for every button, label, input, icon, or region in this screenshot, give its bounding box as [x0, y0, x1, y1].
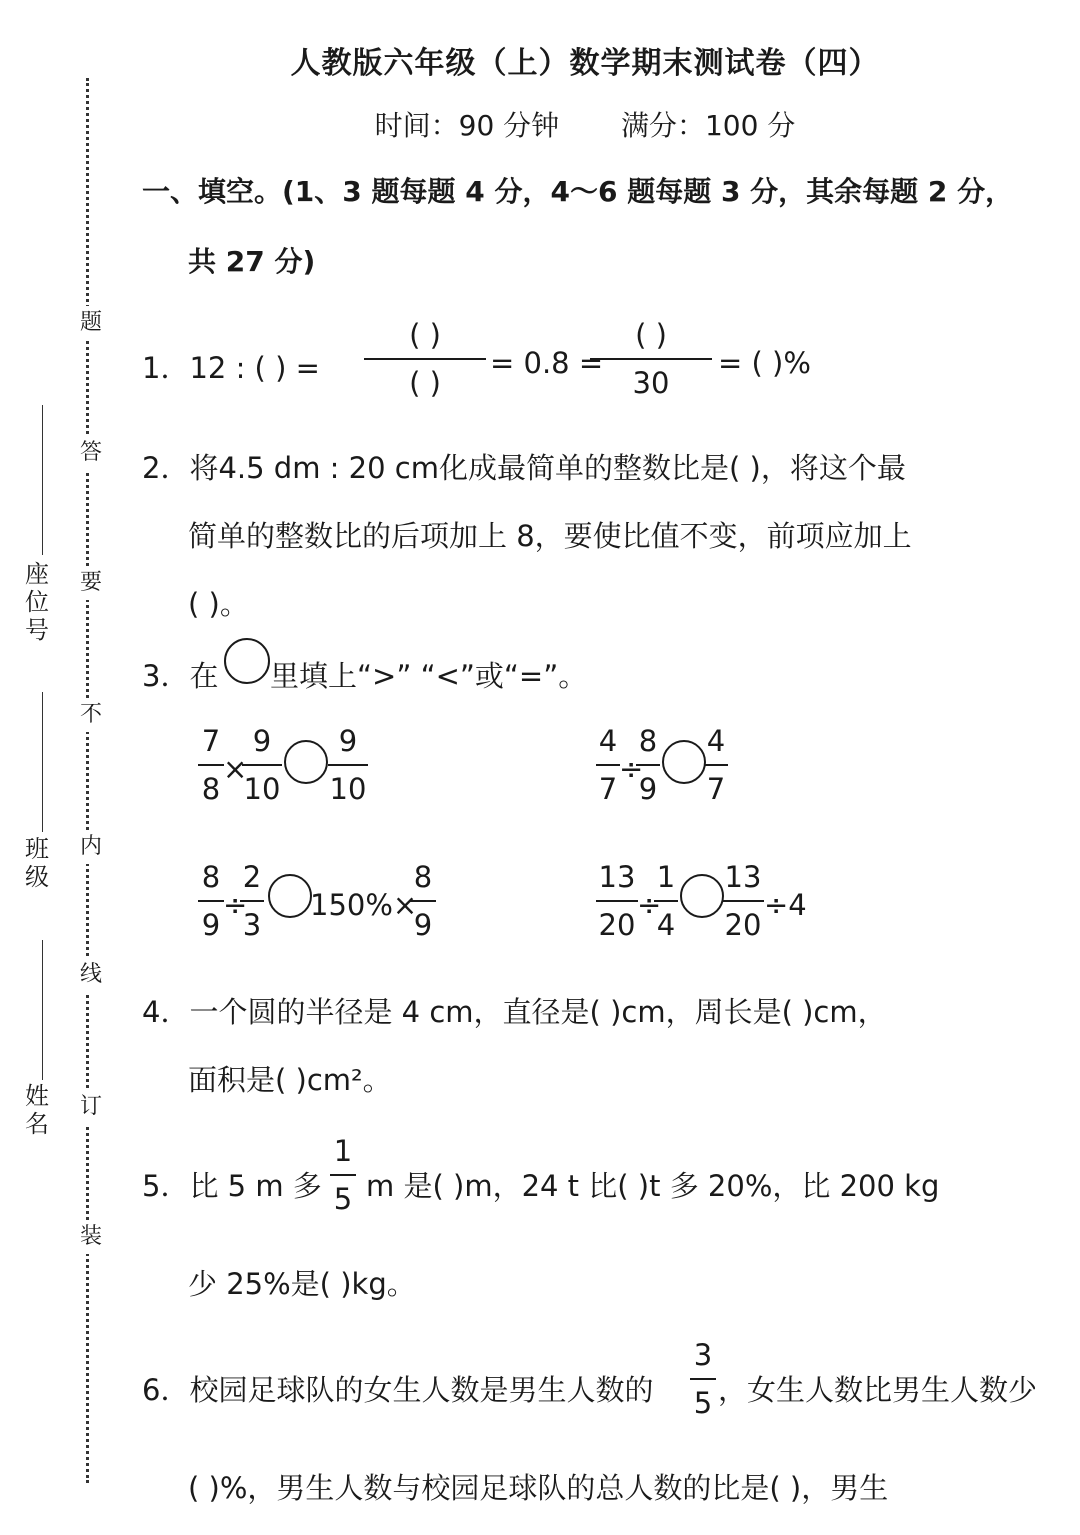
q3b-answer-circle[interactable] — [662, 740, 706, 784]
q3c-op: ÷ — [223, 888, 248, 922]
q3a-frac2-den: 10 — [243, 772, 281, 806]
name-blank-line[interactable] — [42, 940, 43, 1080]
q3d-frac2-den: 4 — [656, 908, 676, 942]
q3a-frac2 — [242, 722, 282, 808]
q1-prefix: 1．12 : ( ) = — [142, 351, 320, 385]
q3b-frac2-num: 8 — [638, 724, 658, 758]
q1-fraction-1 — [364, 316, 486, 402]
q5-prefix: 5．比 5 m 多 — [142, 1169, 322, 1203]
q3d-frac3-den: 20 — [724, 908, 762, 942]
q3c-frac1-num: 8 — [201, 860, 221, 894]
margin-char: 要 — [78, 566, 104, 600]
q5-line2: 少 25%是( )kg。 — [188, 1267, 416, 1301]
q1-fraction-1-num[interactable]: ( ) — [409, 318, 441, 352]
q3d-answer-circle[interactable] — [680, 874, 724, 918]
q3c-frac1-den: 9 — [201, 908, 221, 942]
margin-char: 内 — [78, 830, 104, 864]
margin-char: 不 — [78, 698, 104, 732]
q3d-frac1-num: 13 — [598, 860, 636, 894]
q3d-frac3 — [722, 858, 764, 944]
seat-number-label: 座位号 — [25, 560, 49, 644]
q3c-frac1 — [198, 858, 224, 944]
seat-number-blank-line[interactable] — [42, 405, 43, 555]
q3b-frac2 — [636, 722, 660, 808]
margin-char: 答 — [78, 436, 104, 470]
q3c-frac2 — [240, 858, 264, 944]
q4-line2: 面积是( )cm²。 — [188, 1063, 392, 1097]
q1-fraction-2-den: 30 — [632, 366, 670, 400]
page-title: 人教版六年级（上）数学期末测试卷（四） — [290, 46, 880, 81]
q3d-frac1-den: 20 — [598, 908, 636, 942]
q3a-op: × — [223, 752, 248, 786]
q1-mid: = 0.8 = — [490, 346, 604, 380]
q5-fraction-den: 5 — [333, 1182, 353, 1216]
q3a-frac3 — [328, 722, 368, 808]
q3c-answer-circle[interactable] — [268, 874, 312, 918]
q3c-frac3-num: 8 — [413, 860, 433, 894]
margin-char: 装 — [78, 1220, 104, 1254]
q3c-mid: 150%× — [310, 888, 418, 922]
q6-fraction-num: 3 — [693, 1338, 713, 1372]
q3-instruction: 里填上“>” “<”或“=”。 — [270, 659, 588, 693]
q2-line2: 简单的整数比的后项加上 8，要使比值不变，前项应加上 — [188, 519, 912, 553]
time-limit: 时间：90 分钟 — [374, 109, 560, 142]
q5-suffix: m 是( )m，24 t 比( )t 多 20%，比 200 kg — [366, 1169, 940, 1203]
q4-line1: 4．一个圆的半径是 4 cm，直径是( )cm，周长是( )cm， — [142, 995, 887, 1029]
q3b-op: ÷ — [619, 752, 644, 786]
q6-line2: ( )%，男生人数与校园足球队的总人数的比是( )，男生 — [188, 1471, 889, 1505]
q3-lead: 3．在 — [142, 659, 219, 693]
q3a-frac3-den: 10 — [329, 772, 367, 806]
q3b-frac3-den: 7 — [706, 772, 726, 806]
q6-prefix: 6．校园足球队的女生人数是男生人数的 — [142, 1373, 654, 1407]
q3a-frac1-den: 8 — [201, 772, 221, 806]
q2-line1: 2．将4.5 dm : 20 cm化成最简单的整数比是( )，将这个最 — [142, 451, 906, 485]
q6-fraction-den: 5 — [693, 1386, 713, 1420]
q3b-frac1-den: 7 — [598, 772, 618, 806]
q3a-frac2-num: 9 — [252, 724, 272, 758]
class-blank-line[interactable] — [42, 692, 43, 832]
q1-fraction-2-num[interactable]: ( ) — [635, 318, 667, 352]
q3c-frac3-den: 9 — [413, 908, 433, 942]
full-score: 满分：100 分 — [620, 109, 796, 142]
section-heading-cont: 共 27 分) — [188, 245, 316, 278]
q3a-answer-circle[interactable] — [284, 740, 328, 784]
q2-line3: ( )。 — [188, 587, 249, 621]
class-label: 班级 — [25, 835, 49, 891]
name-label: 姓名 — [25, 1082, 49, 1138]
compare-circle-icon — [224, 638, 270, 684]
q3b-frac3-num: 4 — [706, 724, 726, 758]
q3b-frac1 — [596, 722, 620, 808]
binding-dotted-line — [86, 78, 89, 1483]
q1-suffix: = ( )% — [718, 346, 811, 380]
q3d-frac1 — [596, 858, 638, 944]
q3b-frac2-den: 9 — [638, 772, 658, 806]
q3c-frac3 — [410, 858, 436, 944]
q3b-frac3 — [704, 722, 728, 808]
margin-char: 订 — [78, 1090, 104, 1124]
margin-char: 题 — [78, 306, 104, 340]
margin-char: 线 — [78, 958, 104, 992]
q3a-frac1 — [198, 722, 224, 808]
q3d-frac2 — [654, 858, 678, 944]
q1-fraction-1-den[interactable]: ( ) — [409, 366, 441, 400]
q3d-frac2-num: 1 — [656, 860, 676, 894]
q6-fraction — [690, 1336, 716, 1422]
q3d-tail: ÷4 — [764, 888, 807, 922]
q3c-frac2-den: 3 — [242, 908, 262, 942]
q3c-frac2-num: 2 — [242, 860, 262, 894]
q3a-frac3-num: 9 — [338, 724, 358, 758]
q3d-op: ÷ — [637, 888, 662, 922]
q3b-frac1-num: 4 — [598, 724, 618, 758]
q6-suffix: ，女生人数比男生人数少 — [718, 1373, 1038, 1407]
q1-fraction-2 — [590, 316, 712, 402]
q5-fraction-num: 1 — [333, 1134, 353, 1168]
q3d-frac3-num: 13 — [724, 860, 762, 894]
q3a-frac1-num: 7 — [201, 724, 221, 758]
section-heading: 一、填空。(1、3 题每题 4 分，4～6 题每题 3 分，其余每题 2 分， — [142, 175, 1014, 208]
q5-fraction — [330, 1132, 356, 1218]
exam-info — [0, 104, 1080, 144]
